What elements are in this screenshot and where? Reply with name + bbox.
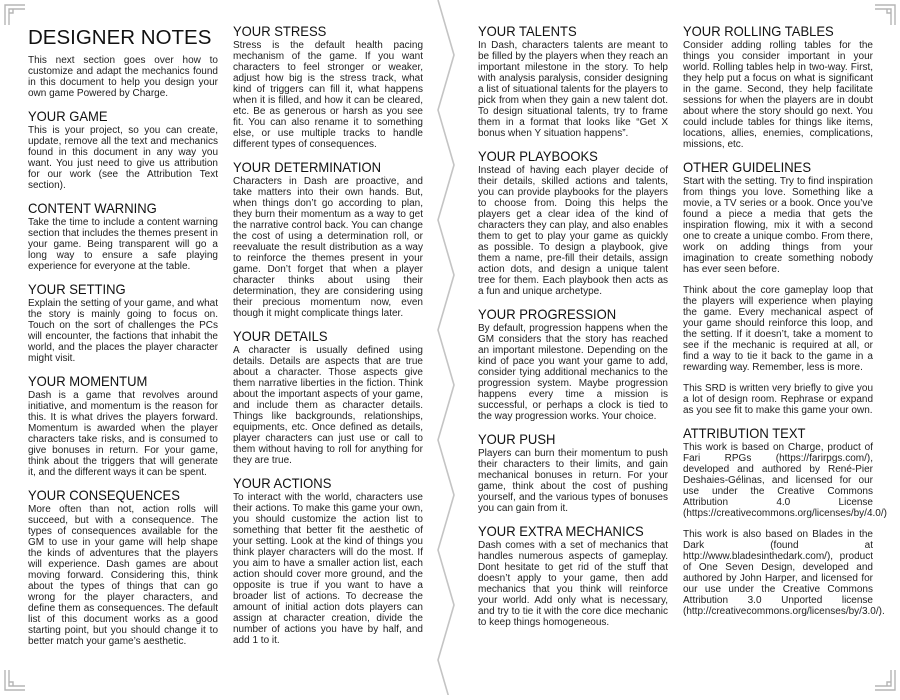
corner-ornament-bottom-left xyxy=(4,669,26,691)
section-body-2: Think about the core gameplay loop that the players will experience when playing the game. Every mechanical aspect of your game should reinforce this loop, and the setting. If it doesn’t, take a moment to see if the mechanic is required at all, or find a way to tie it back to the game in a rewarding way. Remember, less is more. xyxy=(683,285,873,373)
section-heading: YOUR SETTING xyxy=(28,281,126,297)
section-your-game xyxy=(28,109,218,191)
column-1 xyxy=(28,24,218,657)
section-body: Take the time to include a content warning section that includes the themes present in your game. Being transparent will go a long way to ensure a safe playing experience for everyone at the table. xyxy=(28,217,218,272)
section-body-3: This SRD is written very briefly to give you a lot of design room. Rephrase or expand as you see fit to make this game your own. xyxy=(683,383,873,416)
section-your-talents xyxy=(478,24,668,139)
section-heading: YOUR DETAILS xyxy=(233,328,328,344)
section-your-rolling-tables xyxy=(683,24,873,150)
page-title: DESIGNER NOTES xyxy=(28,26,212,49)
section-your-setting xyxy=(28,282,218,364)
section-body: Consider adding rolling tables for the things you consider important in your world. Rolling tables help in two-way. First, they help put a focus on what is significant in the game. Second, they help facilitate sessions for when the players are in doubt about where the story should go next. You could include tables for things like items, locations, allies, enemies, complications, missions, etc. xyxy=(683,40,873,150)
section-body: Characters in Dash are proactive, and take matters into their own hands. But, when things don’t go according to plan, they burn their momentum as a way to get the narrative control back. You can change the cost of using a determination roll, or reevaluate the result distribution as a way to reinforce the themes present in your game. Don’t forget that when a player character thinks about using their determination, they are considering using their precious momentum now, even though it might complicate things later. xyxy=(233,176,423,319)
section-heading: YOUR DETERMINATION xyxy=(233,159,382,175)
section-your-determination xyxy=(233,160,423,319)
section-body: Instead of having each player decide of their details, skilled actions and talents, you can provide playbooks for the players to choose from. Doing this helps the players get a clear idea of the kind of characters they can play, and also enables them to get to play your game as quickly as possible. To design a playbook, give them a name, pre-fill their details, assign action dots, and design a unique talent tree for them. Each playbook then acts as a fun and unique archetype. xyxy=(478,165,668,297)
section-your-push xyxy=(478,432,668,514)
section-body: Dash is a game that revolves around initiative, and momentum is the reason for this. It is what drives the players forward. Momentum is awarded when the player characters take risks, and is consumed to give bonuses in return. For your game, think about the triggers that will generate it, and the different ways it can be spent. xyxy=(28,390,218,478)
column-3 xyxy=(478,24,668,638)
section-content-warning xyxy=(28,201,218,272)
section-body: More often than not, action rolls will succeed, but with a consequence. The types of consequences available for the GM to use in your game will help shape the kinds of adventures that the players will experience. Dash games are about moving forward. Considering this, think about the types of things that can go wrong for the player characters, and define them as consequences. The default list of this document works as a good starting point, but you should change it to better match your game’s aesthetic. xyxy=(28,504,218,647)
section-heading: YOUR PUSH xyxy=(478,431,556,447)
section-body: To interact with the world, characters use their actions. To make this game your own, you should customize the action list to something that better fit the aesthetic of your setting. Look at the kind of things you think player characters will do the most. If you aim to have a smaller action list, each action should cover more ground, and the opposite is true if you want to have a broader list of actions. To decrease the amount of initial action dots players can assign at character creation, divide the number of actions you have by half, and add 1 to it. xyxy=(233,492,423,646)
section-your-extra-mechanics xyxy=(478,524,668,628)
section-body-2: This work is also based on Blades in the Dark (found at http://www.bladesinthedark.com/), product of One Seven Design, developed and authored by John Harper, and licensed for our use under the Creative Commons Attribution 3.0 Unported license (http://creativecommons.org/licenses/by/3.0/). xyxy=(683,529,885,617)
section-heading: ATTRIBUTION TEXT xyxy=(683,425,806,441)
section-your-momentum xyxy=(28,374,218,478)
section-heading: YOUR PLAYBOOKS xyxy=(478,148,598,164)
section-your-playbooks xyxy=(478,149,668,297)
section-body: Dash comes with a set of mechanics that handles numerous aspects of gameplay. Dont hesitate to get rid of the stuff that doesn’t apply to your game, then add mechanics that you think will reinforce your world. Add only what is necessary, and try to tie it with the core dice mechanic to keep things homogeneous. xyxy=(478,540,668,628)
section-body: Stress is the default health pacing mechanism of the game. If you want characters to feel stronger or weaker, adjust how big is the stress track, what kind of triggers can fill it, what happens when it is filled, and how it can be cleared, etc. Be as generous or harsh as you see fit. You can also rename it to something else, or use multiple tracks to handle different types of consequences. xyxy=(233,40,423,150)
section-heading: OTHER GUIDELINES xyxy=(683,159,812,175)
section-heading: YOUR MOMENTUM xyxy=(28,373,148,389)
section-heading: YOUR ROLLING TABLES xyxy=(683,23,834,39)
section-body: This is your project, so you can create, update, remove all the text and mechanics found in this document in any way you want. You just need to give us attribution for our work (see the Attribution Text section). xyxy=(28,125,218,191)
intro-text: This next section goes over how to customize and adapt the mechanics found in this document to help you design your own game Powered by Charge. xyxy=(28,55,218,99)
section-your-details xyxy=(233,329,423,466)
section-body: Start with the setting. Try to find inspiration from things you love. Something like a movie, a TV series or a book. Once you’ve found a piece a media that gets the inspiration flowing, mix it with a second one to create a unique combo. From there, work on adding things from your imagination to create something nobody has ever seen before. xyxy=(683,176,873,275)
section-other-guidelines xyxy=(683,160,873,416)
section-your-progression xyxy=(478,307,668,422)
section-your-actions xyxy=(233,476,423,646)
section-heading: YOUR EXTRA MECHANICS xyxy=(478,523,644,539)
section-body: This work is based on Charge, product of Fari RPGs (https://farirpgs.com/), developed and authored by René-Pier Deshaies-Gélinas, and licensed for our use under the Creative Commons Attribution 4.0 License (https://creativecommons.org/licenses/by/4.0/) xyxy=(683,442,887,519)
section-heading: YOUR PROGRESSION xyxy=(478,306,617,322)
corner-ornament-top-right xyxy=(874,4,896,26)
corner-ornament-top-left xyxy=(4,4,26,26)
section-body: By default, progression happens when the GM considers that the story has reached an important milestone. Depending on the kind of pace you want your game to add, consider tying additional mechanics to the progression system. Maybe progression happens every time a mission is successful, or perhaps a clock is tied to the way progression works. Your choice. xyxy=(478,323,668,422)
column-4 xyxy=(683,23,887,627)
section-body: Explain the setting of your game, and what the story is mainly going to focus on. Touch on the sort of challenges the PCs will encounter, the factions that inhabit the world, and the places the player character might visit. xyxy=(28,298,218,364)
section-heading: CONTENT WARNING xyxy=(28,200,157,216)
column-2 xyxy=(233,24,423,656)
section-body: In Dash, characters talents are meant to be filled by the players when they reach an important milestone in the story. To help with analysis paralysis, consider designing a list of situational talents for the players to pick from when they gain a new talent dot. To design situational talents, try to frame them in a format that looks like “Get X bonus when Y situation happens”. xyxy=(478,40,668,139)
section-your-consequences xyxy=(28,488,218,647)
page-fold-divider xyxy=(424,0,464,695)
section-heading: YOUR GAME xyxy=(28,108,108,124)
section-your-stress xyxy=(233,24,423,150)
section-heading: YOUR ACTIONS xyxy=(233,475,332,491)
section-heading: YOUR STRESS xyxy=(233,23,327,39)
section-body: A character is usually defined using details. Details are aspects that are true about a character. Those aspects give them narrative liberties in the fiction. Think about the important aspects of your game, and include them as character details. Things like backgrounds, relationships, equipments, etc. Once defined as details, player characters can just use or call to them without having to roll for anything for they are true. xyxy=(233,345,423,466)
section-heading: YOUR TALENTS xyxy=(478,23,577,39)
section-heading: YOUR CONSEQUENCES xyxy=(28,487,180,503)
section-attribution-text xyxy=(683,425,887,617)
section-body: Players can burn their momentum to push their characters to their limits, and gain mechanical bonuses in return. For your game, think about the cost of pushing yourself, and the various types of bonuses you can gain from it. xyxy=(478,448,668,514)
corner-ornament-bottom-right xyxy=(874,669,896,691)
